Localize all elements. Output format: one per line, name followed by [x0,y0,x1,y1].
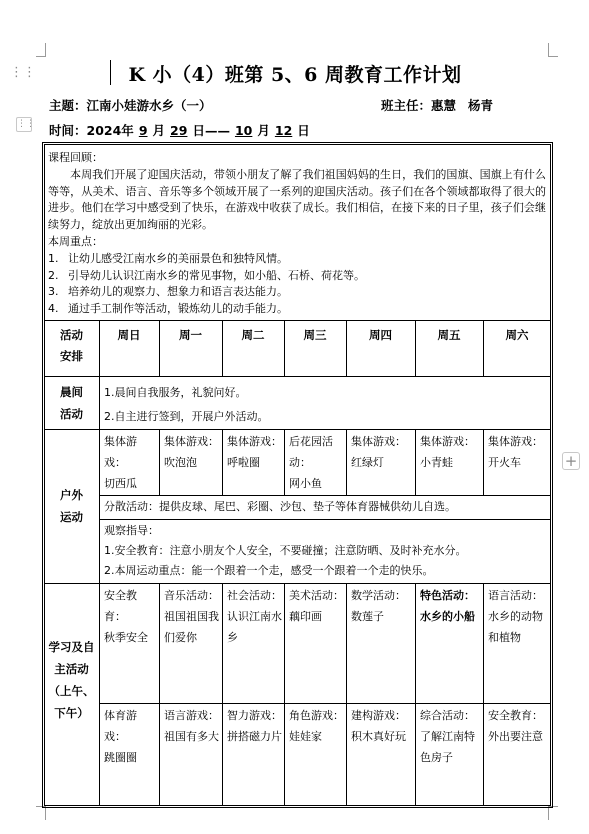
outdoor-game-cell: 集体游戏： 红绿灯 [351,435,406,469]
grid-line [44,376,551,377]
header-activity: 活动安排 [60,328,83,363]
header-day: 周日 [117,328,141,342]
review-paragraph: 本周我们开展了迎国庆活动，带领小朋友了解了我们祖国妈妈的生日，我们的国旗、国旗上有什么等等，从美术、语言、音乐等多个领域开展了一系列的迎国庆活动。孩子们在各个领域都取得了很大的进步。他们在学习中感受到了快乐，在游戏中收获了成长。我们相信，在接下来的日子里，孩子们会继续努力，绽放出更加绚丽的光彩。 [48,167,546,232]
observe-line: 2.本周运动重点：能一个跟着一个走，感受一个跟着一个走的快乐。 [104,564,434,577]
time-label: 时间： [49,123,87,138]
focus-heading: 本周重点： [48,234,103,248]
grid-line [483,429,484,495]
study-cell: 建构游戏： 积木真好玩 [351,709,406,743]
drag-handle-icon[interactable]: ⋮⋮ [10,65,36,80]
study-cell: 社会活动： 认识江南水乡 [227,589,282,644]
theme-label: 主题： [49,98,87,113]
header-day: 周三 [303,328,327,342]
grid-line [159,429,160,495]
page-title: K 小（4）班第 5、6 周教育工作计划 [128,64,462,86]
focus-item: 4. 通过手工制作等活动，锻炼幼儿的动手能力。 [48,302,288,316]
add-column-plus-icon[interactable]: + [562,452,580,470]
crop-mark-top-left [36,43,46,57]
header-day: 周二 [241,328,265,342]
teacher-line [381,96,493,114]
grid-line [284,583,285,806]
time-end-day: 12 [274,123,293,138]
teacher-name: 杨青 [468,98,494,113]
study-cell-featured: 特色活动： 水乡的小船 [420,589,475,623]
observe-heading: 观察指导： [104,524,159,537]
focus-item: 3. 培养幼儿的观察力、想象力和语言表达能力。 [48,285,288,299]
time-month-word: 月 [257,123,270,138]
study-label: 学习及自主活动 （上午、下午） [48,640,95,720]
grid-line [44,583,551,584]
study-cell: 语言游戏： 祖国有多大 [164,709,219,743]
theme-value: 江南小娃游水乡（一） [86,98,212,113]
grid-line [99,320,100,806]
study-cell: 安全教育： 秋季安全 [104,589,148,644]
study-cell: 综合活动： 了解江南特色房子 [420,709,475,764]
outdoor-game-cell: 集体游戏： 切西瓜 [104,435,137,490]
crop-mark-bottom-left [36,806,46,820]
morning-line: 2.自主进行签到，开展户外活动。 [104,410,269,423]
outdoor-game-cell: 集体游戏： 小青蛙 [420,435,475,469]
morning-label: 晨间活动 [60,385,83,421]
study-cell: 安全教育： 外出要注意 [488,709,543,743]
study-cell: 角色游戏： 娃娃家 [289,709,344,743]
grid-line [222,429,223,495]
time-line [49,121,310,139]
study-cell: 数学活动： 数莲子 [351,589,406,623]
grid-line [44,320,551,321]
text-cursor [110,60,111,85]
study-cell: 智力游戏： 拼搭磁力片 [227,709,282,743]
time-start-day: 29 [170,123,188,138]
outdoor-game-cell: 集体游戏： 开火车 [488,435,543,469]
time-day-word: 日 [297,123,310,138]
grid-line [99,495,551,496]
study-cell: 音乐活动： 祖国祖国我们爱你 [164,589,219,644]
study-cell: 美术活动： 藕印画 [289,589,344,623]
outdoor-game-cell: 后花园活动： 网小鱼 [289,435,333,490]
table-move-handle-icon[interactable]: ⋮⋮ [16,117,32,132]
review-heading: 课程回顾： [48,151,103,164]
grid-line [346,429,347,495]
time-start-month: 9 [138,123,148,138]
header-day: 周一 [179,328,202,342]
grid-line [222,583,223,806]
teacher-name: 惠慧 [431,98,457,113]
focus-item: 1. 让幼儿感受江南水乡的美丽景色和独特风情。 [48,251,288,265]
grid-line [284,429,285,495]
focus-item: 2. 引导幼儿认识江南水乡的常见事物，如小船、石桥、荷花等。 [48,268,365,282]
time-day-word: 日 [192,123,205,138]
time-separator: —— [204,123,230,138]
grid-line [346,583,347,806]
morning-content [104,381,544,429]
morning-line: 1.晨间自我服务，礼貌问好。 [104,386,247,399]
grid-line [159,583,160,806]
teacher-label: 班主任： [381,98,432,113]
grid-line [99,519,551,520]
outdoor-game-cell: 集体游戏： 呼啦圈 [227,435,282,469]
outdoor-observe [104,521,549,581]
study-cell: 语言活动： 水乡的动物和植物 [488,589,543,644]
grid-line [44,429,551,430]
outdoor-dispersed: 分散活动：提供皮球、尾巴、彩圈、沙包、垫子等体育器械供幼儿自选。 [104,500,456,513]
grid-line [415,429,416,495]
grid-line [483,583,484,806]
study-cell: 体育游戏： 跳圈圈 [104,709,137,764]
time-end-month: 10 [234,123,253,138]
time-year: 2024年 [86,123,134,138]
theme-line [49,96,212,114]
crop-mark-bottom-right [548,806,558,820]
header-day: 周四 [369,328,392,342]
header-day: 周五 [437,328,461,342]
course-review [44,150,550,318]
grid-line [415,583,416,806]
outdoor-game-cell: 集体游戏： 吹泡泡 [164,435,219,469]
outdoor-label: 户外运动 [60,488,83,524]
header-day: 周六 [505,328,529,342]
observe-line: 1.安全教育：注意小朋友个人安全，不要碰撞；注意防晒、及时补充水分。 [104,544,467,557]
time-month-word: 月 [152,123,166,138]
crop-mark-top-right [548,43,558,57]
